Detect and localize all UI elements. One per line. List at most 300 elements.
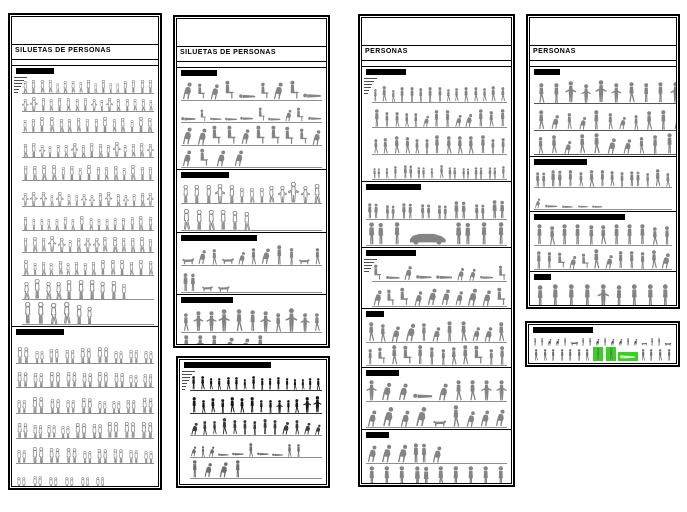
person-figure[interactable] [31,219,37,230]
person-figure[interactable] [196,83,207,100]
people-pair-figure[interactable] [366,222,387,245]
person-figure[interactable] [427,347,437,365]
person-figure[interactable] [250,376,257,390]
person-figure[interactable] [381,466,393,483]
person-figure[interactable] [268,116,281,122]
person-figure[interactable] [622,137,633,154]
person-figure[interactable] [80,145,87,158]
person-figure[interactable] [415,345,425,365]
person-figure[interactable] [534,251,544,269]
person-figure[interactable] [626,338,630,346]
people-pair-figure[interactable] [106,422,120,438]
person-figure[interactable] [220,418,229,435]
person-figure[interactable] [641,83,651,103]
person-figure[interactable] [540,338,544,346]
person-figure[interactable] [588,338,592,346]
person-figure[interactable] [203,461,214,478]
person-figure[interactable] [580,253,590,269]
person-figure[interactable] [481,380,492,401]
person-figure[interactable] [472,87,480,102]
people-pair-figure[interactable] [140,422,154,438]
person-figure[interactable] [436,273,453,281]
person-figure[interactable] [454,113,463,127]
person-figure[interactable] [22,302,33,324]
person-figure[interactable] [456,266,466,281]
person-figure[interactable] [413,289,424,307]
person-figure[interactable] [312,313,322,332]
person-figure[interactable] [489,86,497,102]
person-figure[interactable] [419,323,429,342]
dog-figure[interactable] [298,258,310,265]
person-figure[interactable] [54,219,60,230]
person-figure[interactable] [449,347,459,365]
person-figure[interactable] [626,82,637,103]
person-figure[interactable] [124,99,131,111]
person-figure[interactable] [595,80,607,103]
person-figure[interactable] [49,195,55,206]
person-figure[interactable] [190,460,200,478]
person-figure[interactable] [611,83,622,103]
person-figure[interactable] [293,399,301,414]
person-figure[interactable] [281,420,291,435]
people-pair-figure[interactable] [16,347,30,363]
person-figure[interactable] [98,282,107,299]
person-figure[interactable] [257,451,269,457]
person-figure[interactable] [536,137,545,154]
person-figure[interactable] [432,135,442,154]
person-figure[interactable] [204,185,214,203]
person-figure[interactable] [56,192,64,206]
person-figure[interactable] [495,287,507,306]
person-figure[interactable] [604,253,614,269]
person-figure[interactable] [267,400,274,413]
people-pair-figure[interactable] [80,398,94,413]
person-figure[interactable] [478,135,488,154]
person-figure[interactable] [390,90,397,103]
people-pair-figure[interactable] [461,168,471,179]
person-figure[interactable] [87,280,97,299]
person-figure[interactable] [547,338,552,346]
person-figure[interactable] [227,185,237,203]
person-figure[interactable] [455,136,465,155]
people-pair-figure[interactable] [447,167,458,179]
person-figure[interactable] [130,144,137,157]
person-figure[interactable] [181,80,194,100]
person-figure[interactable] [303,421,312,435]
person-figure[interactable] [664,173,672,187]
person-figure[interactable] [568,254,578,270]
person-figure[interactable] [403,264,414,281]
person-figure[interactable] [120,238,127,252]
person-figure[interactable] [450,405,462,428]
person-figure[interactable] [610,338,615,346]
people-pair-figure[interactable] [411,443,429,463]
person-figure[interactable] [31,166,39,180]
person-figure[interactable] [414,404,429,427]
person-figure[interactable] [48,117,56,132]
dog-figure[interactable] [432,419,447,427]
person-figure[interactable] [90,262,97,275]
person-figure[interactable] [565,284,578,305]
person-figure[interactable] [666,349,672,361]
person-figure[interactable] [436,87,444,102]
people-pair-figure[interactable] [82,451,93,463]
person-figure[interactable] [391,222,403,245]
person-figure[interactable] [462,87,470,102]
people-pair-figure[interactable] [366,203,380,219]
person-figure[interactable] [30,192,37,206]
person-figure[interactable] [559,224,570,245]
person-figure[interactable] [48,263,54,275]
person-figure[interactable] [300,313,310,332]
person-figure[interactable] [293,420,301,435]
person-figure[interactable] [581,338,585,346]
person-figure[interactable] [533,349,539,361]
person-figure[interactable] [251,421,259,435]
people-pair-figure[interactable] [128,375,139,387]
person-figure[interactable] [423,139,431,154]
people-pair-figure[interactable] [96,372,110,387]
person-figure[interactable] [392,136,402,154]
people-pair-figure[interactable] [64,350,76,363]
person-figure[interactable] [366,443,378,463]
person-figure[interactable] [649,250,659,269]
person-figure[interactable] [209,335,220,344]
person-figure[interactable] [55,145,62,157]
person-figure[interactable] [534,224,545,245]
person-figure[interactable] [276,400,283,413]
person-figure[interactable] [308,115,322,122]
person-figure[interactable] [93,83,98,93]
person-figure[interactable] [48,303,59,324]
person-figure[interactable] [248,188,256,203]
person-figure[interactable] [22,193,29,206]
person-figure[interactable] [22,99,29,111]
person-figure[interactable] [381,138,390,154]
person-figure[interactable] [313,248,322,265]
person-figure[interactable] [196,126,208,146]
person-figure[interactable] [624,224,635,245]
person-figure[interactable] [458,321,469,342]
person-figure[interactable] [65,263,71,275]
person-figure[interactable] [483,325,494,342]
person-figure[interactable] [440,287,452,306]
person-figure[interactable] [74,305,84,325]
person-figure[interactable] [147,193,154,206]
person-figure[interactable] [481,288,493,307]
person-figure[interactable] [533,338,537,346]
person-figure[interactable] [292,379,298,390]
person-figure[interactable] [479,408,491,427]
person-figure-selected[interactable] [595,348,601,360]
person-figure[interactable] [215,184,225,203]
person-figure[interactable] [497,346,507,365]
people-pair-figure[interactable] [16,477,27,486]
person-figure[interactable] [122,81,129,94]
person-figure[interactable] [412,113,420,127]
person-figure[interactable] [380,86,388,102]
person-figure[interactable] [190,421,199,435]
people-pair-figure[interactable] [91,424,104,438]
person-figure[interactable] [190,445,197,457]
person-figure[interactable] [300,379,306,390]
person-figure[interactable] [298,128,309,145]
people-pair-figure[interactable] [534,172,548,187]
people-pair-figure[interactable] [16,423,29,438]
people-pair-figure[interactable] [48,372,62,388]
person-figure[interactable] [139,80,146,93]
person-figure[interactable] [58,238,66,252]
person-figure[interactable] [303,91,322,100]
person-figure[interactable] [77,168,83,180]
people-pair-figure[interactable] [112,449,125,463]
person-figure[interactable] [242,379,248,390]
person-figure[interactable] [30,119,37,132]
person-figure[interactable] [372,288,383,306]
person-figure[interactable] [315,378,322,390]
person-figure[interactable] [138,237,146,252]
person-figure[interactable] [659,284,672,305]
person-figure[interactable] [606,113,615,130]
person-figure[interactable] [271,420,279,435]
person-figure[interactable] [210,125,223,145]
person-figure[interactable] [96,219,102,230]
person-figure[interactable] [120,218,127,231]
person-figure[interactable] [534,197,541,209]
person-figure[interactable] [592,204,603,209]
person-figure[interactable] [393,112,401,127]
person-figure[interactable] [577,172,585,187]
person-figure[interactable] [584,349,590,361]
person-figure[interactable] [70,219,76,230]
person-figure[interactable] [403,137,412,154]
person-figure[interactable] [366,349,374,365]
person-figure[interactable] [106,98,113,111]
person-figure[interactable] [534,285,546,305]
person-figure[interactable] [181,313,191,332]
people-pair-figure[interactable] [16,372,29,387]
person-figure[interactable] [208,445,216,457]
person-figure[interactable] [497,265,507,281]
person-figure[interactable] [644,111,654,130]
person-figure[interactable] [549,135,559,154]
person-figure[interactable] [312,184,322,203]
person-figure[interactable] [122,145,128,157]
person-figure[interactable] [74,195,80,206]
person-figure[interactable] [259,378,266,390]
person-figure[interactable] [422,114,430,127]
person-figure[interactable] [443,110,452,127]
person-figure[interactable] [366,408,378,427]
people-pair-figure[interactable] [143,351,154,364]
person-figure[interactable] [272,80,285,100]
people-pair-figure[interactable] [32,476,43,486]
person-figure[interactable] [240,127,251,145]
person-figure[interactable] [111,237,119,252]
person-figure[interactable] [39,145,45,157]
person-figure[interactable] [562,204,573,209]
person-figure[interactable] [147,261,154,275]
person-figure[interactable] [120,284,128,299]
person-figure[interactable] [404,321,417,342]
person-figure[interactable] [56,98,63,111]
person-figure[interactable] [444,136,454,154]
person-figure[interactable] [545,252,554,269]
person-figure[interactable] [278,186,287,203]
people-pair-figure[interactable] [490,200,507,219]
person-figure[interactable] [76,280,86,299]
selected-figure-highlight[interactable] [606,347,616,361]
people-pair-figure[interactable] [113,373,126,387]
person-figure[interactable] [211,421,218,435]
person-figure[interactable] [30,143,38,157]
person-figure[interactable] [50,165,58,180]
person-figure[interactable] [261,419,269,435]
person-figure[interactable] [637,137,646,154]
person-figure[interactable] [267,186,276,203]
person-figure[interactable] [399,408,411,428]
person-figure[interactable] [40,165,48,180]
dog-figure[interactable] [181,257,195,265]
person-figure[interactable] [209,398,217,413]
people-pair-figure[interactable] [79,348,93,363]
person-figure[interactable] [260,246,272,265]
people-pair-figure[interactable] [473,204,487,219]
person-figure[interactable] [285,308,298,333]
person-figure[interactable] [432,110,441,127]
person-figure[interactable] [75,238,82,252]
person-figure[interactable] [109,260,117,275]
person-figure[interactable] [100,80,107,93]
person-figure[interactable] [413,139,421,154]
person-figure[interactable] [670,82,676,103]
people-pair-figure[interactable] [32,373,45,387]
people-pair-figure[interactable] [65,448,78,463]
person-figure[interactable] [200,446,206,458]
person-figure[interactable] [241,420,249,435]
person-figure[interactable] [39,80,46,93]
people-pair-figure[interactable] [32,425,44,438]
people-pair-figure[interactable] [96,347,110,363]
person-figure[interactable] [65,98,72,111]
person-figure[interactable] [30,80,37,93]
person-figure[interactable] [288,182,299,203]
dog-figure[interactable] [201,285,213,292]
people-pair-figure[interactable] [48,349,60,363]
person-figure[interactable] [78,216,86,231]
person-figure[interactable] [70,81,76,93]
people-pair-figure[interactable] [95,477,106,486]
person-figure[interactable] [542,349,548,361]
person-figure[interactable] [578,204,589,209]
person-figure[interactable] [453,380,464,401]
person-figure[interactable] [581,84,591,103]
person-figure[interactable] [129,238,137,252]
person-figure[interactable] [108,83,114,94]
person-figure[interactable] [453,88,460,102]
person-figure[interactable] [247,310,258,332]
person-figure[interactable] [85,80,92,93]
person-figure[interactable] [314,423,322,435]
person-figure[interactable] [472,345,485,365]
people-pair-figure[interactable] [402,165,414,179]
person-figure[interactable] [439,349,448,366]
person-figure[interactable] [487,349,496,365]
person-figure[interactable] [567,349,573,361]
person-figure[interactable] [64,280,74,299]
people-pair-figure[interactable] [419,204,432,219]
person-figure[interactable] [595,338,600,346]
person-figure[interactable] [67,240,73,252]
people-pair-figure[interactable] [181,273,198,292]
person-figure[interactable] [413,391,434,401]
person-figure[interactable] [206,210,217,230]
person-figure[interactable] [303,397,312,413]
person-figure[interactable] [586,225,597,245]
people-pair-figure[interactable] [74,423,88,439]
person-figure[interactable] [91,99,97,111]
person-figure[interactable] [480,466,491,483]
person-figure[interactable] [240,115,254,122]
person-figure[interactable] [613,285,625,305]
person-figure[interactable] [499,87,507,102]
person-figure[interactable] [200,400,207,413]
person-figure[interactable] [274,245,285,265]
person-figure[interactable] [366,380,377,401]
person-figure[interactable] [93,238,101,252]
person-figure[interactable] [103,167,110,180]
person-figure[interactable] [255,335,266,344]
person-figure[interactable] [273,313,283,333]
person-figure-selected[interactable] [620,353,636,360]
person-figure[interactable] [48,236,56,252]
person-figure[interactable] [88,143,95,157]
person-figure[interactable] [233,309,245,332]
person-figure[interactable] [287,248,296,265]
person-figure[interactable] [129,165,137,180]
person-figure[interactable] [644,284,657,305]
person-figure[interactable] [437,381,450,401]
person-figure[interactable] [55,83,60,93]
people-pair-figure[interactable] [49,399,62,413]
person-figure[interactable] [22,260,30,275]
person-figure[interactable] [31,237,39,252]
person-figure[interactable] [454,289,465,306]
person-figure[interactable] [396,466,408,483]
person-figure[interactable] [551,83,562,104]
person-figure[interactable] [556,252,567,269]
person-figure[interactable] [101,237,109,252]
person-figure[interactable] [57,261,64,275]
person-figure[interactable] [563,338,567,346]
person-figure[interactable] [386,274,401,281]
person-figure[interactable] [366,466,378,483]
person-figure[interactable] [206,311,217,332]
person-figure[interactable] [295,444,302,457]
person-figure[interactable] [577,134,587,154]
person-figure[interactable] [137,216,145,231]
person-figure[interactable] [398,87,406,102]
person-figure[interactable] [616,251,625,269]
person-figure[interactable] [618,172,626,187]
person-figure[interactable] [147,80,154,93]
person-figure[interactable] [129,120,135,132]
person-figure[interactable] [58,119,65,132]
person-figure[interactable] [138,143,145,157]
person-figure[interactable] [460,345,471,365]
people-pair-figure[interactable] [16,450,27,463]
person-figure[interactable] [84,119,91,132]
